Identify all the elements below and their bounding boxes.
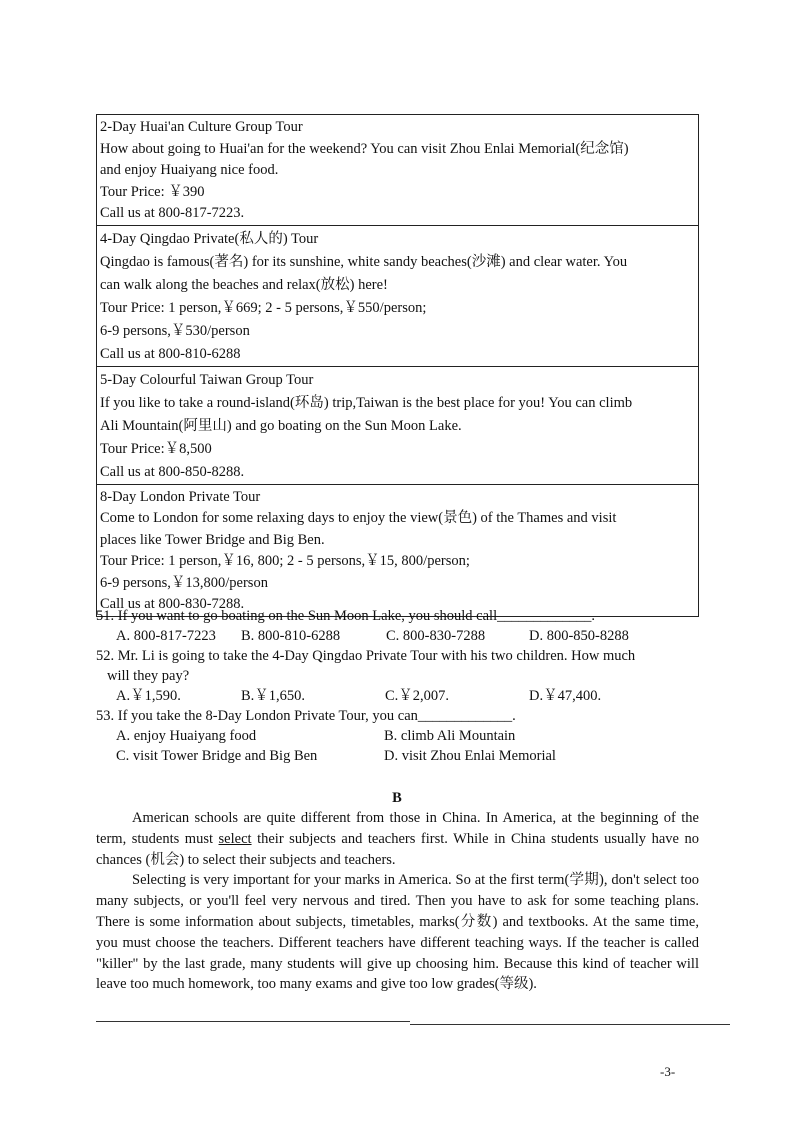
question-52-stem: 52. Mr. Li is going to take the 4-Day Qingdao Private Tour with his two children. How much xyxy=(96,648,636,664)
tour-line: If you like to take a round-island(环岛) trip,Taiwan is the best place for you! You can climb xyxy=(100,394,633,411)
tour-line: and enjoy Huaiyang nice food. xyxy=(100,162,279,178)
paragraph xyxy=(96,808,699,870)
tour-phone: Call us at 800-830-7288. xyxy=(100,596,245,612)
tours-table xyxy=(96,114,699,617)
tour-title: 4-Day Qingdao Private(私人的) Tour xyxy=(100,230,319,247)
tour-title: 5-Day Colourful Taiwan Group Tour xyxy=(100,371,314,388)
tour-line: Come to London for some relaxing days to enjoy the view(景色) of the Thames and visit xyxy=(100,510,617,526)
option-d: D. 800-850-8288 xyxy=(529,628,629,644)
paragraph-text: American schools are quite different from those in China. In America, at the beginning of the term, students must xyxy=(96,810,699,847)
question-51-options xyxy=(96,626,706,646)
tour-taiwan xyxy=(97,367,698,485)
option-b: B. 800-810-6288 xyxy=(241,628,341,644)
tour-line: Qingdao is famous(著名) for its sunshine, white sandy beaches(沙滩) and clear water. You xyxy=(100,253,628,270)
question-51-stem: 51. If you want to go boating on the Sun Moon Lake, you should call_____________. xyxy=(96,608,595,624)
option-d: D. visit Zhou Enlai Memorial xyxy=(384,748,556,764)
tour-london xyxy=(97,485,698,616)
tour-price: 6-9 persons,￥13,800/person xyxy=(100,574,268,591)
tour-title: 2-Day Huai'an Culture Group Tour xyxy=(100,119,303,135)
section-heading: B xyxy=(392,790,402,806)
tour-price: Tour Price: 1 person,￥669; 2 - 5 persons,￥550/person; xyxy=(100,299,427,316)
page-number: -3- xyxy=(660,1064,676,1079)
option-c: C.￥2,007. xyxy=(385,688,450,704)
question-52-options xyxy=(96,686,706,706)
footer-divider xyxy=(410,1024,730,1025)
underlined-word: select xyxy=(218,830,252,847)
tour-phone: Call us at 800-817-7223. xyxy=(100,205,245,221)
question-53-options-row2 xyxy=(96,746,706,766)
paragraph-text: their subjects and teachers first. While in China students usually have no chances (机会) to select their subjects and teachers. xyxy=(96,830,699,868)
tour-phone: Call us at 800-850-8288. xyxy=(100,463,245,480)
tour-qingdao xyxy=(97,226,698,367)
option-a: A. enjoy Huaiyang food xyxy=(116,728,257,744)
tour-line: places like Tower Bridge and Big Ben. xyxy=(100,531,325,548)
questions-block xyxy=(96,606,706,766)
tour-title: 8-Day London Private Tour xyxy=(100,488,261,505)
paragraph: Selecting is very important for your marks in America. So at the first term(学期), don't select too many subjects, or you'll feel very nervous and tired. Then you have to ask for some teaching plans. There is some information about subjects, timetables, marks(分数) and textbooks. At the same time, you must choose the teachers. Different teachers have different teaching ways. If the teacher is called "killer" by the last grade, many students will give up choosing him. Because this kind of teacher will leave too much homework, too many exams and give too low grades(等级). xyxy=(96,872,699,993)
tour-huaian xyxy=(97,115,698,226)
tour-line: Ali Mountain(阿里山) and go boating on the Sun Moon Lake. xyxy=(100,417,462,434)
tour-line: can walk along the beaches and relax(放松) here! xyxy=(100,276,388,293)
tour-price: Tour Price: 1 person,￥16, 800; 2 - 5 persons,￥15, 800/person; xyxy=(100,553,470,569)
option-a: A. 800-817-7223 xyxy=(116,628,216,644)
question-53-stem: 53. If you take the 8-Day London Private Tour, you can_____________. xyxy=(96,708,516,724)
question-52-stem-cont: will they pay? xyxy=(107,668,190,684)
tour-price: Tour Price: ￥390 xyxy=(100,183,205,200)
reading-passage xyxy=(96,808,699,995)
option-c: C. visit Tower Bridge and Big Ben xyxy=(116,748,318,764)
footer-divider xyxy=(96,1021,410,1022)
option-c: C. 800-830-7288 xyxy=(386,628,486,644)
question-53-options xyxy=(96,726,706,746)
option-b: B. climb Ali Mountain xyxy=(384,728,516,744)
option-d: D.￥47,400. xyxy=(529,688,602,704)
tour-price: 6-9 persons,￥530/person xyxy=(100,322,250,339)
option-b: B.￥1,650. xyxy=(241,688,306,704)
option-a: A.￥1,590. xyxy=(116,688,181,704)
tour-line: How about going to Huai'an for the weekend? You can visit Zhou Enlai Memorial(纪念馆) xyxy=(100,140,629,157)
tour-phone: Call us at 800-810-6288 xyxy=(100,345,241,362)
tour-price: Tour Price:￥8,500 xyxy=(100,440,212,457)
